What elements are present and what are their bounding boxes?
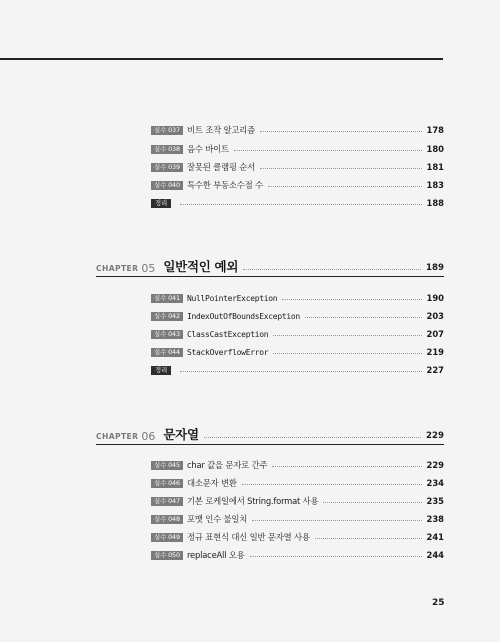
toc-summary-entry[interactable] — [151, 197, 444, 209]
dot-leader — [260, 125, 421, 132]
dot-leader — [315, 532, 422, 539]
entry-title: 정규 표현식 대신 일반 문자열 사용 — [186, 532, 310, 542]
entry-page: 207 — [426, 329, 444, 339]
toc-summary-entry[interactable] — [151, 364, 444, 376]
entry-badge: 실수 039 — [151, 163, 183, 172]
entry-badge: 실수 044 — [151, 348, 183, 357]
chapter-page: 189 — [426, 263, 444, 273]
entry-title: 포맷 인수 불일치 — [186, 514, 248, 524]
entry-badge: 실수 045 — [151, 461, 183, 470]
toc-entry[interactable] — [151, 143, 444, 155]
entry-badge: 정리 — [151, 199, 171, 208]
toc-entry[interactable] — [151, 549, 444, 561]
entry-title: 특수한 부동소수점 수 — [186, 180, 263, 190]
chapter-heading[interactable] — [96, 255, 444, 275]
entry-page: 238 — [426, 514, 444, 524]
toc-entry[interactable] — [151, 124, 444, 136]
chapter-number: 06 — [141, 430, 156, 443]
entry-badge: 실수 047 — [151, 497, 183, 506]
entry-page: 229 — [426, 460, 444, 470]
toc-entry[interactable] — [151, 477, 444, 489]
entry-title: 대소문자 변환 — [186, 478, 237, 488]
entry-badge: 실수 050 — [151, 551, 183, 560]
entry-page: 234 — [426, 478, 444, 488]
entry-title: 잘못된 클램핑 순서 — [186, 162, 256, 172]
entry-badge: 실수 049 — [151, 533, 183, 542]
entry-title: StackOverflowError — [186, 347, 269, 357]
toc-entry[interactable] — [151, 346, 444, 358]
toc-entry[interactable] — [151, 328, 444, 340]
entry-badge: 실수 040 — [151, 181, 183, 190]
entry-badge: 실수 041 — [151, 294, 183, 303]
toc-entry[interactable] — [151, 531, 444, 543]
chapter-rule — [96, 276, 444, 277]
chapter-heading[interactable] — [96, 423, 444, 443]
dot-leader — [323, 496, 421, 503]
toc-entry[interactable] — [151, 459, 444, 471]
toc-entry[interactable] — [151, 513, 444, 525]
entry-badge: 실수 048 — [151, 515, 183, 524]
entry-page: 203 — [426, 311, 444, 321]
entry-badge: 실수 038 — [151, 145, 183, 154]
chapter-rule — [96, 444, 444, 445]
top-rule — [0, 58, 443, 60]
page-number: 25 — [432, 598, 445, 608]
entry-page: 227 — [426, 365, 444, 375]
entry-badge: 실수 042 — [151, 312, 183, 321]
chapter-page: 229 — [426, 431, 444, 441]
dot-leader — [252, 514, 421, 521]
toc-entry[interactable] — [151, 292, 444, 304]
entry-badge: 정리 — [151, 366, 171, 375]
entry-page: 241 — [426, 532, 444, 542]
entry-page: 190 — [426, 293, 444, 303]
dot-leader — [180, 198, 421, 205]
toc-entry[interactable] — [151, 495, 444, 507]
dot-leader — [268, 180, 422, 187]
entry-title: replaceAll 오용 — [186, 550, 245, 560]
dot-leader — [180, 365, 421, 372]
toc-entry[interactable] — [151, 161, 444, 173]
chapter-title: 문자열 — [163, 427, 199, 442]
entry-page: 188 — [426, 198, 444, 208]
toc-entry[interactable] — [151, 310, 444, 322]
entry-title: 음수 바이트 — [186, 144, 229, 154]
chapter-title: 일반적인 예외 — [163, 259, 239, 274]
chapter-number: 05 — [141, 262, 156, 275]
entry-page: 219 — [426, 347, 444, 357]
dot-leader — [204, 437, 421, 438]
dot-leader — [242, 478, 422, 485]
dot-leader — [272, 460, 421, 467]
entry-title: IndexOutOfBoundsException — [186, 311, 300, 321]
entry-title: NullPointerException — [186, 293, 278, 303]
dot-leader — [273, 347, 421, 354]
dot-leader — [250, 550, 422, 557]
toc-entry[interactable] — [151, 179, 444, 191]
entry-title: 기본 로케일에서 String.format 사용 — [186, 496, 319, 506]
entry-title: char 값을 문자로 간주 — [186, 460, 268, 470]
entry-page: 235 — [426, 496, 444, 506]
entry-title: 비트 조작 알고리즘 — [186, 125, 256, 135]
entry-badge: 실수 043 — [151, 330, 183, 339]
dot-leader — [273, 329, 421, 336]
chapter-label: CHAPTER — [96, 264, 139, 273]
dot-leader — [234, 144, 422, 151]
chapter-label: CHAPTER — [96, 432, 139, 441]
entry-page: 178 — [426, 125, 444, 135]
entry-page: 244 — [426, 550, 444, 560]
entry-badge: 실수 046 — [151, 479, 183, 488]
entry-page: 180 — [426, 144, 444, 154]
entry-title: ClassCastException — [186, 329, 269, 339]
entry-badge: 실수 037 — [151, 126, 183, 135]
dot-leader — [260, 162, 421, 169]
dot-leader — [243, 269, 421, 270]
entry-page: 183 — [426, 180, 444, 190]
dot-leader — [305, 311, 422, 318]
dot-leader — [282, 293, 421, 300]
entry-page: 181 — [426, 162, 444, 172]
